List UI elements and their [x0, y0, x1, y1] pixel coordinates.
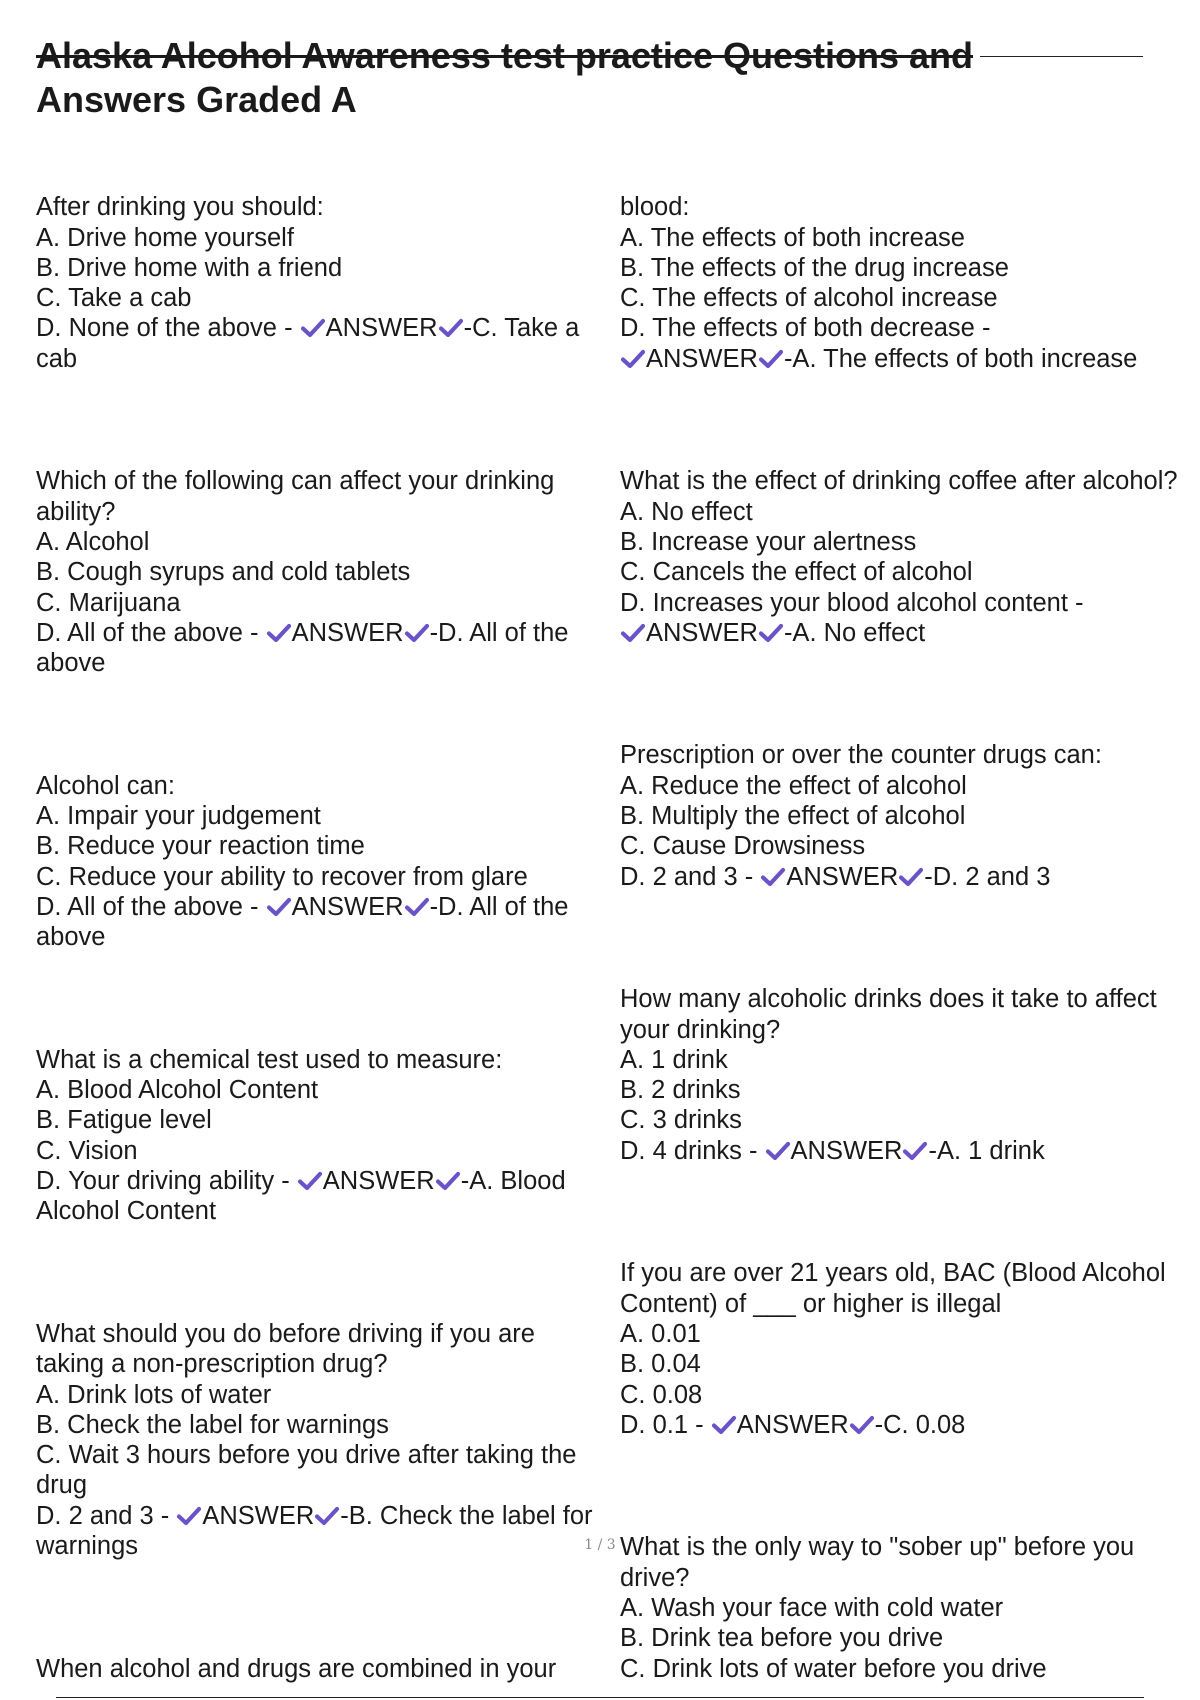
check-icon: [758, 623, 784, 643]
qa-block: [36, 162, 606, 374]
check-icon: [176, 1506, 202, 1526]
question-text: When alcohol and drugs are combined in your: [36, 1654, 557, 1683]
right-column: [620, 162, 1195, 1684]
answer: [711, 1411, 966, 1439]
check-icon: [314, 1506, 340, 1526]
qa-block: [36, 1015, 606, 1227]
check-icon: [266, 897, 292, 917]
question-text: Which of the following can affect your drinking ability? A. Alcohol B. Cough syrups and cold tablets C. Marijuana D. All of the above -: [36, 467, 555, 647]
qa-block: [620, 954, 1195, 1166]
check-icon: [765, 1141, 791, 1161]
page-number: 1 / 3: [584, 1537, 616, 1553]
answer-label: ANSWER: [325, 314, 438, 343]
question-text: What should you do before driving if you are taking a non-prescription drug? A. Drink lots of water B. Check the label for warnings C. Wait 3 hours before you drive after taking the drug D. 2 and 3 -: [36, 1319, 577, 1530]
check-icon: [266, 623, 292, 643]
qa-block: [36, 1289, 606, 1562]
qa-block: [620, 1502, 1195, 1684]
check-icon: [404, 897, 430, 917]
qa-block: [620, 1228, 1195, 1440]
check-icon: [711, 1415, 737, 1435]
title-line-2: Answers Graded A: [36, 79, 357, 120]
answer: [765, 1137, 1045, 1165]
check-icon: [435, 1171, 461, 1191]
qa-block: [620, 710, 1195, 892]
question-text: After drinking you should: A. Drive home yourself B. Drive home with a friend C. Take a cab D. None of the above -: [36, 193, 343, 343]
check-icon: [898, 867, 924, 887]
answer: [620, 345, 1137, 373]
check-icon: [758, 349, 784, 369]
check-icon: [849, 1415, 875, 1435]
answer-text: -A. No effect: [783, 618, 926, 647]
answer-text: -D. All of the above: [36, 618, 569, 678]
answer-text: -A. 1 drink: [928, 1136, 1045, 1165]
answer-text: -C. 0.08: [874, 1410, 966, 1439]
answer-text: -B. Check the label for warnings: [36, 1501, 593, 1560]
answer-text: -D. All of the above: [36, 892, 569, 952]
left-column: [36, 162, 606, 1684]
qa-block: [36, 1623, 606, 1684]
answer: [760, 863, 1050, 891]
answer-label: ANSWER: [202, 1501, 315, 1530]
check-icon: [620, 623, 646, 643]
answer-text: -A. Blood Alcohol Content: [36, 1167, 566, 1226]
footer-rule: [56, 1697, 1144, 1698]
qa-block: [620, 162, 1195, 374]
qa-block: [620, 436, 1195, 648]
title-rule: [980, 56, 1143, 57]
qa-block: [36, 436, 606, 678]
answer-label: ANSWER: [786, 862, 899, 891]
question-text: Prescription or over the counter drugs can: A. Reduce the effect of alcohol B. Multiply the effect of alcohol C. Cause Drowsiness D. 2 and 3 -: [620, 741, 1102, 891]
question-text: What is a chemical test used to measure: A. Blood Alcohol Content B. Fatigue level C. Vision D. Your driving ability -: [36, 1045, 503, 1196]
answer: [620, 619, 925, 647]
answer-text: -C. Take a cab: [36, 314, 580, 373]
answer-label: ANSWER: [322, 1167, 435, 1196]
title-line-1: Alaska Alcohol Awareness test practice Questions and: [36, 35, 974, 76]
check-icon: [297, 1171, 323, 1191]
check-icon: [300, 318, 326, 338]
qa-block: [36, 740, 606, 952]
check-icon: [902, 1141, 928, 1161]
check-icon: [438, 318, 464, 338]
question-text: If you are over 21 years old, BAC (Blood Alcohol Content) of ___ or higher is illegal A. 0.01 B. 0.04 C. 0.08 D. 0.1 -: [620, 1259, 1166, 1439]
answer-label: ANSWER: [291, 892, 404, 921]
question-text: What is the only way to "sober up" before you drive? A. Wash your face with cold water B. Drink tea before you drive C. Drink lots of water before you drive: [620, 1533, 1135, 1683]
answer-label: ANSWER: [736, 1410, 849, 1439]
answer-text: -A. The effects of both increase: [783, 344, 1138, 373]
answer-label: ANSWER: [646, 618, 758, 647]
check-icon: [760, 867, 786, 887]
question-text: What is the effect of drinking coffee after alcohol? A. No effect B. Increase your alertness C. Cancels the effect of alcohol D. Increases your blood alcohol content -: [620, 467, 1178, 617]
answer-text: -D. 2 and 3: [924, 862, 1051, 891]
answer-label: ANSWER: [291, 618, 404, 647]
check-icon: [404, 623, 430, 643]
answer-label: ANSWER: [790, 1136, 903, 1165]
answer-label: ANSWER: [646, 344, 758, 373]
question-text: How many alcoholic drinks does it take to affect your drinking? A. 1 drink B. 2 drinks C. 3 drinks D. 4 drinks -: [620, 985, 1157, 1165]
check-icon: [620, 349, 646, 369]
page-title: [36, 34, 1136, 122]
question-text: Alcohol can: A. Impair your judgement B. Reduce your reaction time C. Reduce your ability to recover from glare D. All of the above -: [36, 771, 528, 921]
question-text: blood: A. The effects of both increase B. The effects of the drug increase C. The effects of alcohol increase D. The effects of both decrease -: [620, 193, 1009, 343]
